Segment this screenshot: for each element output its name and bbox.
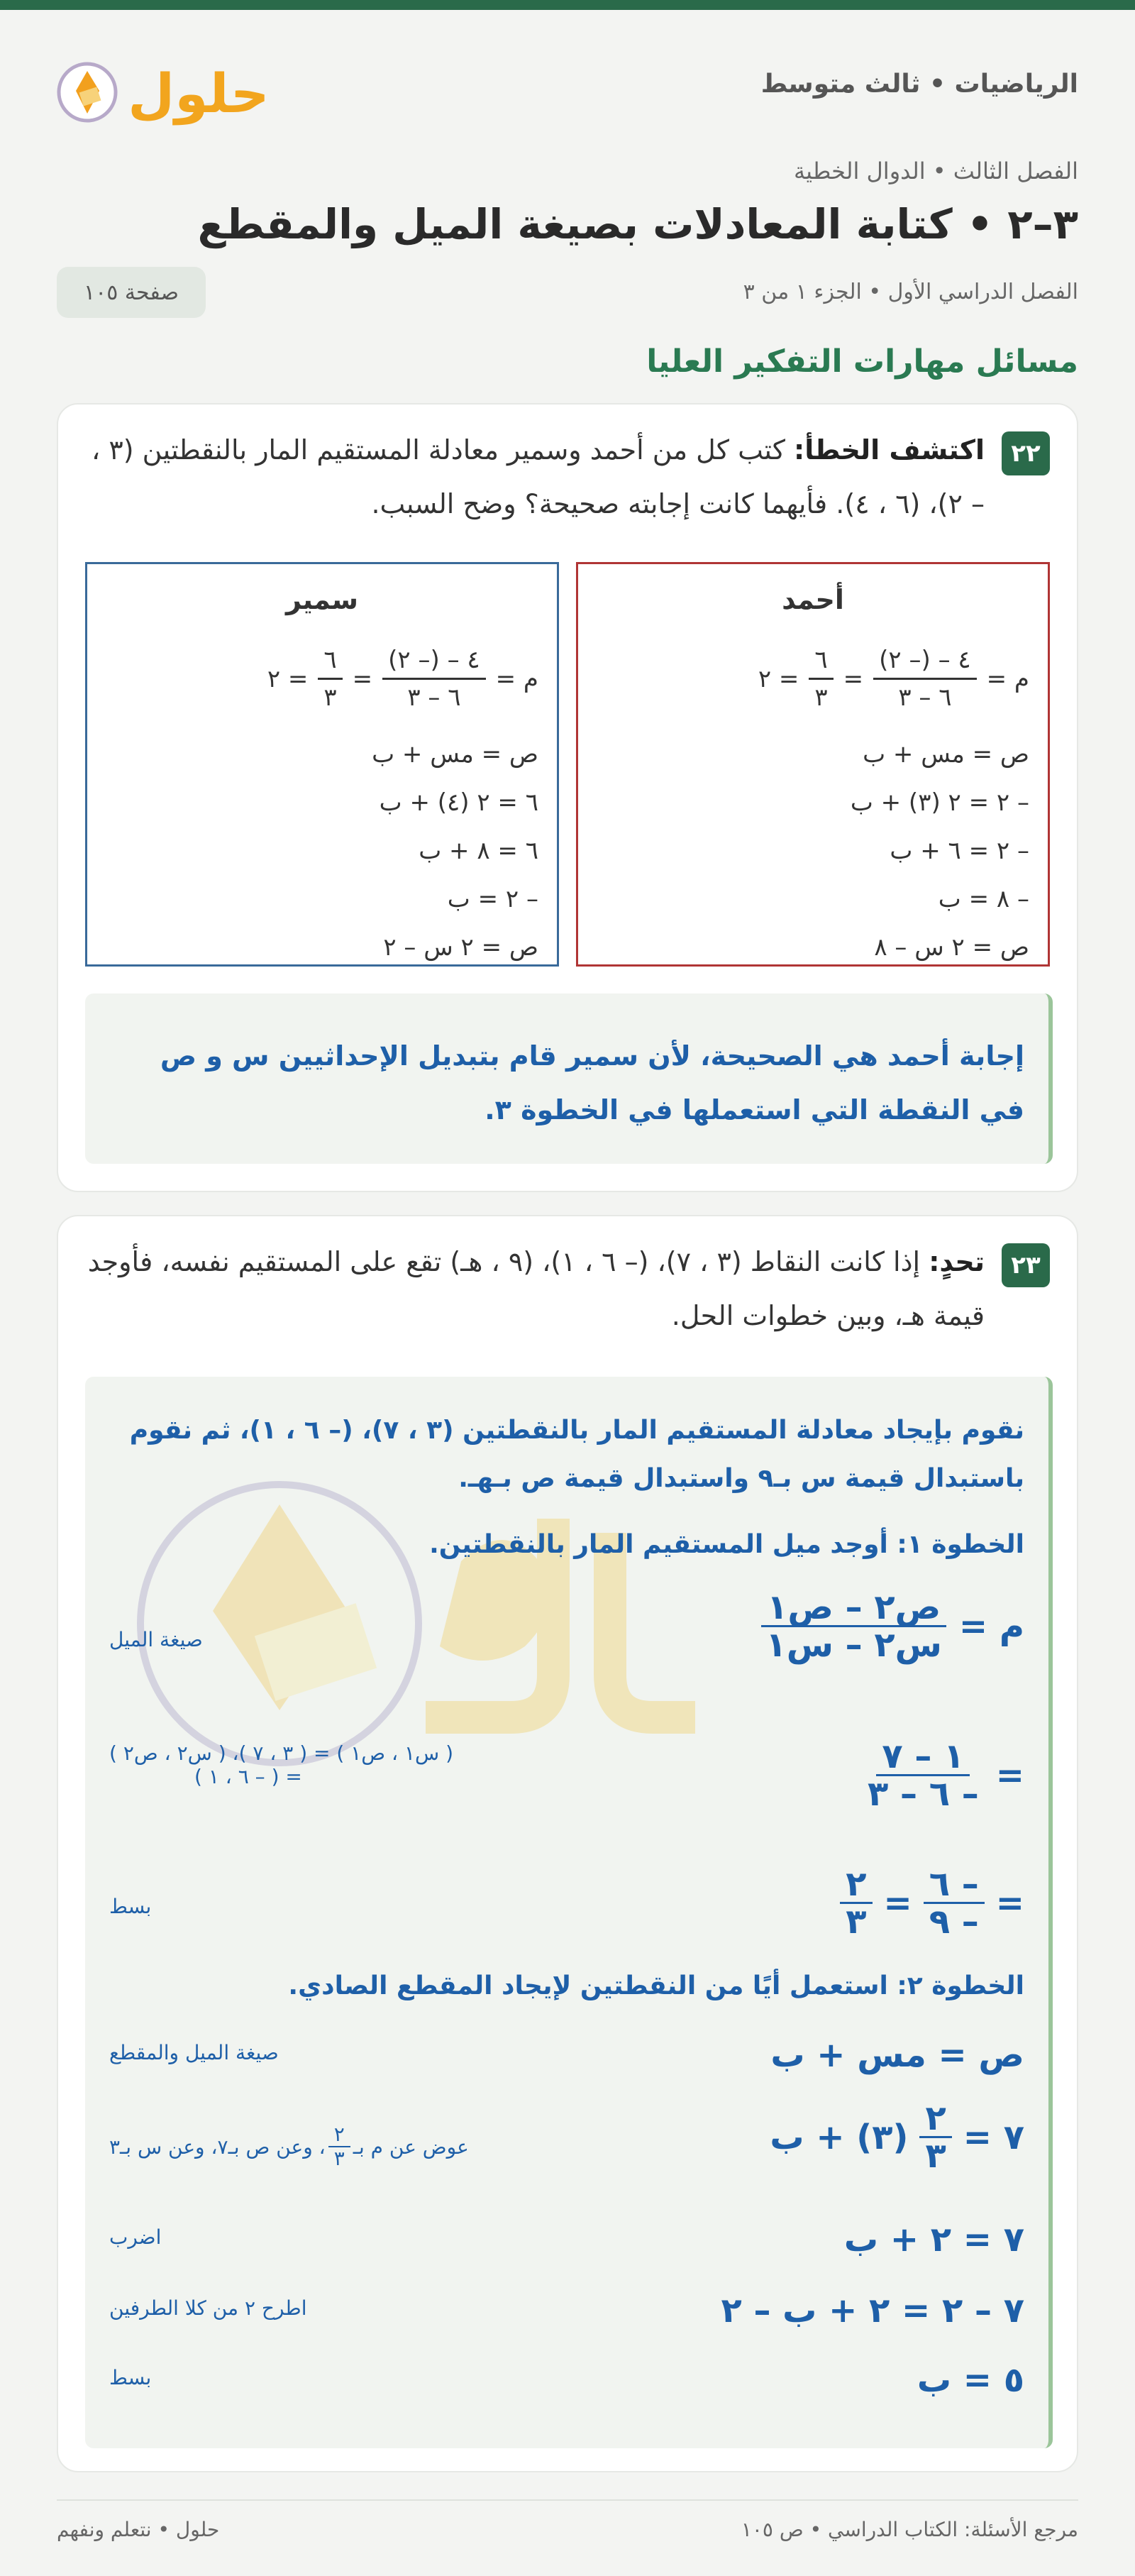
solution-intro: نقوم بإيجاد معادلة المستقيم المار بالنقطتين (٣ ، ٧)، (– ٦ ، ١)، ثم نقوم باستبدال قيمة س بـ٩ واستبدال قيمة ص بـهـ. <box>129 1416 1024 1493</box>
question-text <box>84 1235 985 1343</box>
step-note: بسط <box>109 1895 152 1918</box>
solution-line: ص = ٢ س – ٨ <box>874 933 1029 962</box>
solution-line: ٦ = ٨ + ب <box>419 837 538 865</box>
step-note: اضرب <box>109 2225 162 2249</box>
question-number: ٢٢ <box>1002 431 1050 475</box>
slope-result: = ٢ <box>267 664 309 693</box>
footer-divider <box>57 2499 1078 2501</box>
solution-line: – ٢ = ٢ (٣) + ب <box>850 788 1029 817</box>
step-note: اطرح ٢ من كلا الطرفين <box>109 2296 307 2320</box>
solution-line: ص = مس + ب <box>863 740 1029 769</box>
solution-line: ٦ = ٢ (٤) + ب <box>379 788 538 817</box>
equation-line: ٥ = ب <box>917 2360 1024 2400</box>
equation-line: ص = مس + ب <box>770 2035 1024 2075</box>
slope-simplified: = $\frac{- ٦}{- ٩}$ = $\frac{٢}{٣}$ <box>840 1866 1024 1939</box>
fraction: $\frac{٢}{٣}$ <box>919 2101 951 2174</box>
solution-line: – ٢ = ب <box>447 885 538 913</box>
solution-line: ص = مس + ب <box>372 740 538 769</box>
question-keyword: تحدٍ: <box>929 1246 985 1277</box>
slope-substitution: = $\frac{١ - ٧}{- ٦ - ٣}$ <box>862 1739 1024 1812</box>
solution-area <box>85 1377 1053 2448</box>
slope-result: = ٢ <box>758 664 799 693</box>
equation-line: ٧ = $\frac{٢}{٣}$ (٣) + ب <box>770 2098 1024 2176</box>
hulul-logo <box>57 50 270 135</box>
slope-calculation: م = $\frac{٤ - (- ٢)}{٦ - ٣}$ = $\frac{٦}{٣}$ = ٢ <box>758 642 1029 715</box>
fraction: $\frac{- ٦}{- ٩}$ <box>924 1866 985 1939</box>
page-header <box>57 50 1078 135</box>
step-note: صيغة الميل <box>109 1628 203 1651</box>
step-2-heading: الخطوة ٢: استعمل أيًا من النقطتين لإيجاد المقطع الصادي. <box>288 1971 1024 2000</box>
fraction: $\frac{٢}{٣}$ <box>328 2123 350 2170</box>
student-name: أحمد <box>782 584 844 615</box>
fraction: $\frac{٤ - (- ٢)}{٦ - ٣}$ <box>873 642 976 715</box>
fraction: $\frac{٢}{٣}$ <box>840 1866 872 1939</box>
equation-line: ٧ – ٢ = ٢ + ب – ٢ <box>721 2291 1024 2330</box>
question-23-card <box>57 1215 1078 2472</box>
question-keyword: اكتشف الخطأ: <box>794 434 985 466</box>
footer-brand: حلول • نتعلم ونفهم <box>57 2518 220 2541</box>
page-badge: صفحة ١٠٥ <box>57 267 206 318</box>
answer-box <box>85 993 1053 1164</box>
step-note: صيغة الميل والمقطع <box>109 2041 279 2064</box>
question-text <box>84 423 985 531</box>
fraction: $\frac{٤ - (- ٢)}{٦ - ٣}$ <box>382 642 485 715</box>
equation-line: ٧ = ٢ + ب <box>843 2220 1024 2259</box>
solution-line: ص = ٢ س – ٢ <box>383 933 538 962</box>
top-accent-bar <box>0 0 1135 10</box>
section-title: مسائل مهارات التفكير العليا <box>646 343 1078 380</box>
question-number: ٢٣ <box>1002 1243 1050 1287</box>
solution-line: – ٢ = ٦ + ب <box>890 837 1029 865</box>
slope-calculation: م = $\frac{٤ - (- ٢)}{٦ - ٣}$ = $\frac{٦}{٣}$ = ٢ <box>267 642 538 715</box>
ahmed-solution-box <box>576 562 1050 967</box>
slope-formula: م = $\frac{\text{ص٢ – ص١}}{\text{س٢ – س١}}$ <box>760 1590 1024 1663</box>
question-body: إذا كانت النقاط (٣ ، ٧)، (– ٦ ، ١)، (٩ ، هـ) تقع على المستقيم نفسه، فأوجد قيمة هـ، وبين خطوات الحل. <box>87 1246 985 1331</box>
question-body: كتب كل من أحمد وسمير معادلة المستقيم المار بالنقطتين (٣ ، – ٢)، (٦ ، ٤). فأيهما كانت إجابته صحيحة؟ وضح السبب. <box>92 434 985 519</box>
slope-label: م = <box>986 664 1029 693</box>
semester-label: الفصل الدراسي الأول • الجزء ١ من ٣ <box>743 280 1078 304</box>
answer-text: إجابة أحمد هي الصحيحة، لأن سمير قام بتبديل الإحداثيين س و ص في النقطة التي استعملها في الخطوة ٣. <box>160 1040 1024 1125</box>
fraction: $\frac{١ - ٧}{- ٦ - ٣}$ <box>868 1736 979 1814</box>
chapter-label: الفصل الثالث • الدوال الخطية <box>794 158 1078 185</box>
subject-label: الرياضيات • ثالث متوسط <box>760 70 1078 99</box>
question-22-card <box>57 403 1078 1192</box>
step-note: ( س١ ، ص١ ) = ( ٣ ، ٧ )، ( س٢ ، ص٢ ) = ( – ٦ ، ١ ) <box>109 1741 454 1788</box>
logo-text: حلول <box>128 62 270 125</box>
step-1-heading: الخطوة ١: أوجد ميل المستقيم المار بالنقطتين. <box>429 1530 1024 1559</box>
fraction: $\frac{٦}{٣}$ <box>318 642 342 715</box>
step-note: بسط <box>109 2366 152 2389</box>
student-name: سمير <box>286 584 358 615</box>
footer-source: مرجع الأسئلة: الكتاب الدراسي • ص ١٠٥ <box>741 2518 1078 2541</box>
solution-line: – ٨ = ب <box>938 885 1029 913</box>
fraction: $\frac{\text{ص٢ – ص١}}{\text{س٢ – س١}}$ <box>760 1590 947 1663</box>
lesson-title: ٣–٢ • كتابة المعادلات بصيغة الميل والمقطع <box>197 200 1078 248</box>
fraction: $\frac{٦}{٣}$ <box>809 642 833 715</box>
step-note: عوض عن م بـ $\frac{٢}{٣}$ ، وعن ص بـ٧، وعن س بـ٣ <box>109 2123 469 2170</box>
samir-solution-box <box>85 562 559 967</box>
slope-label: م = <box>495 664 538 693</box>
